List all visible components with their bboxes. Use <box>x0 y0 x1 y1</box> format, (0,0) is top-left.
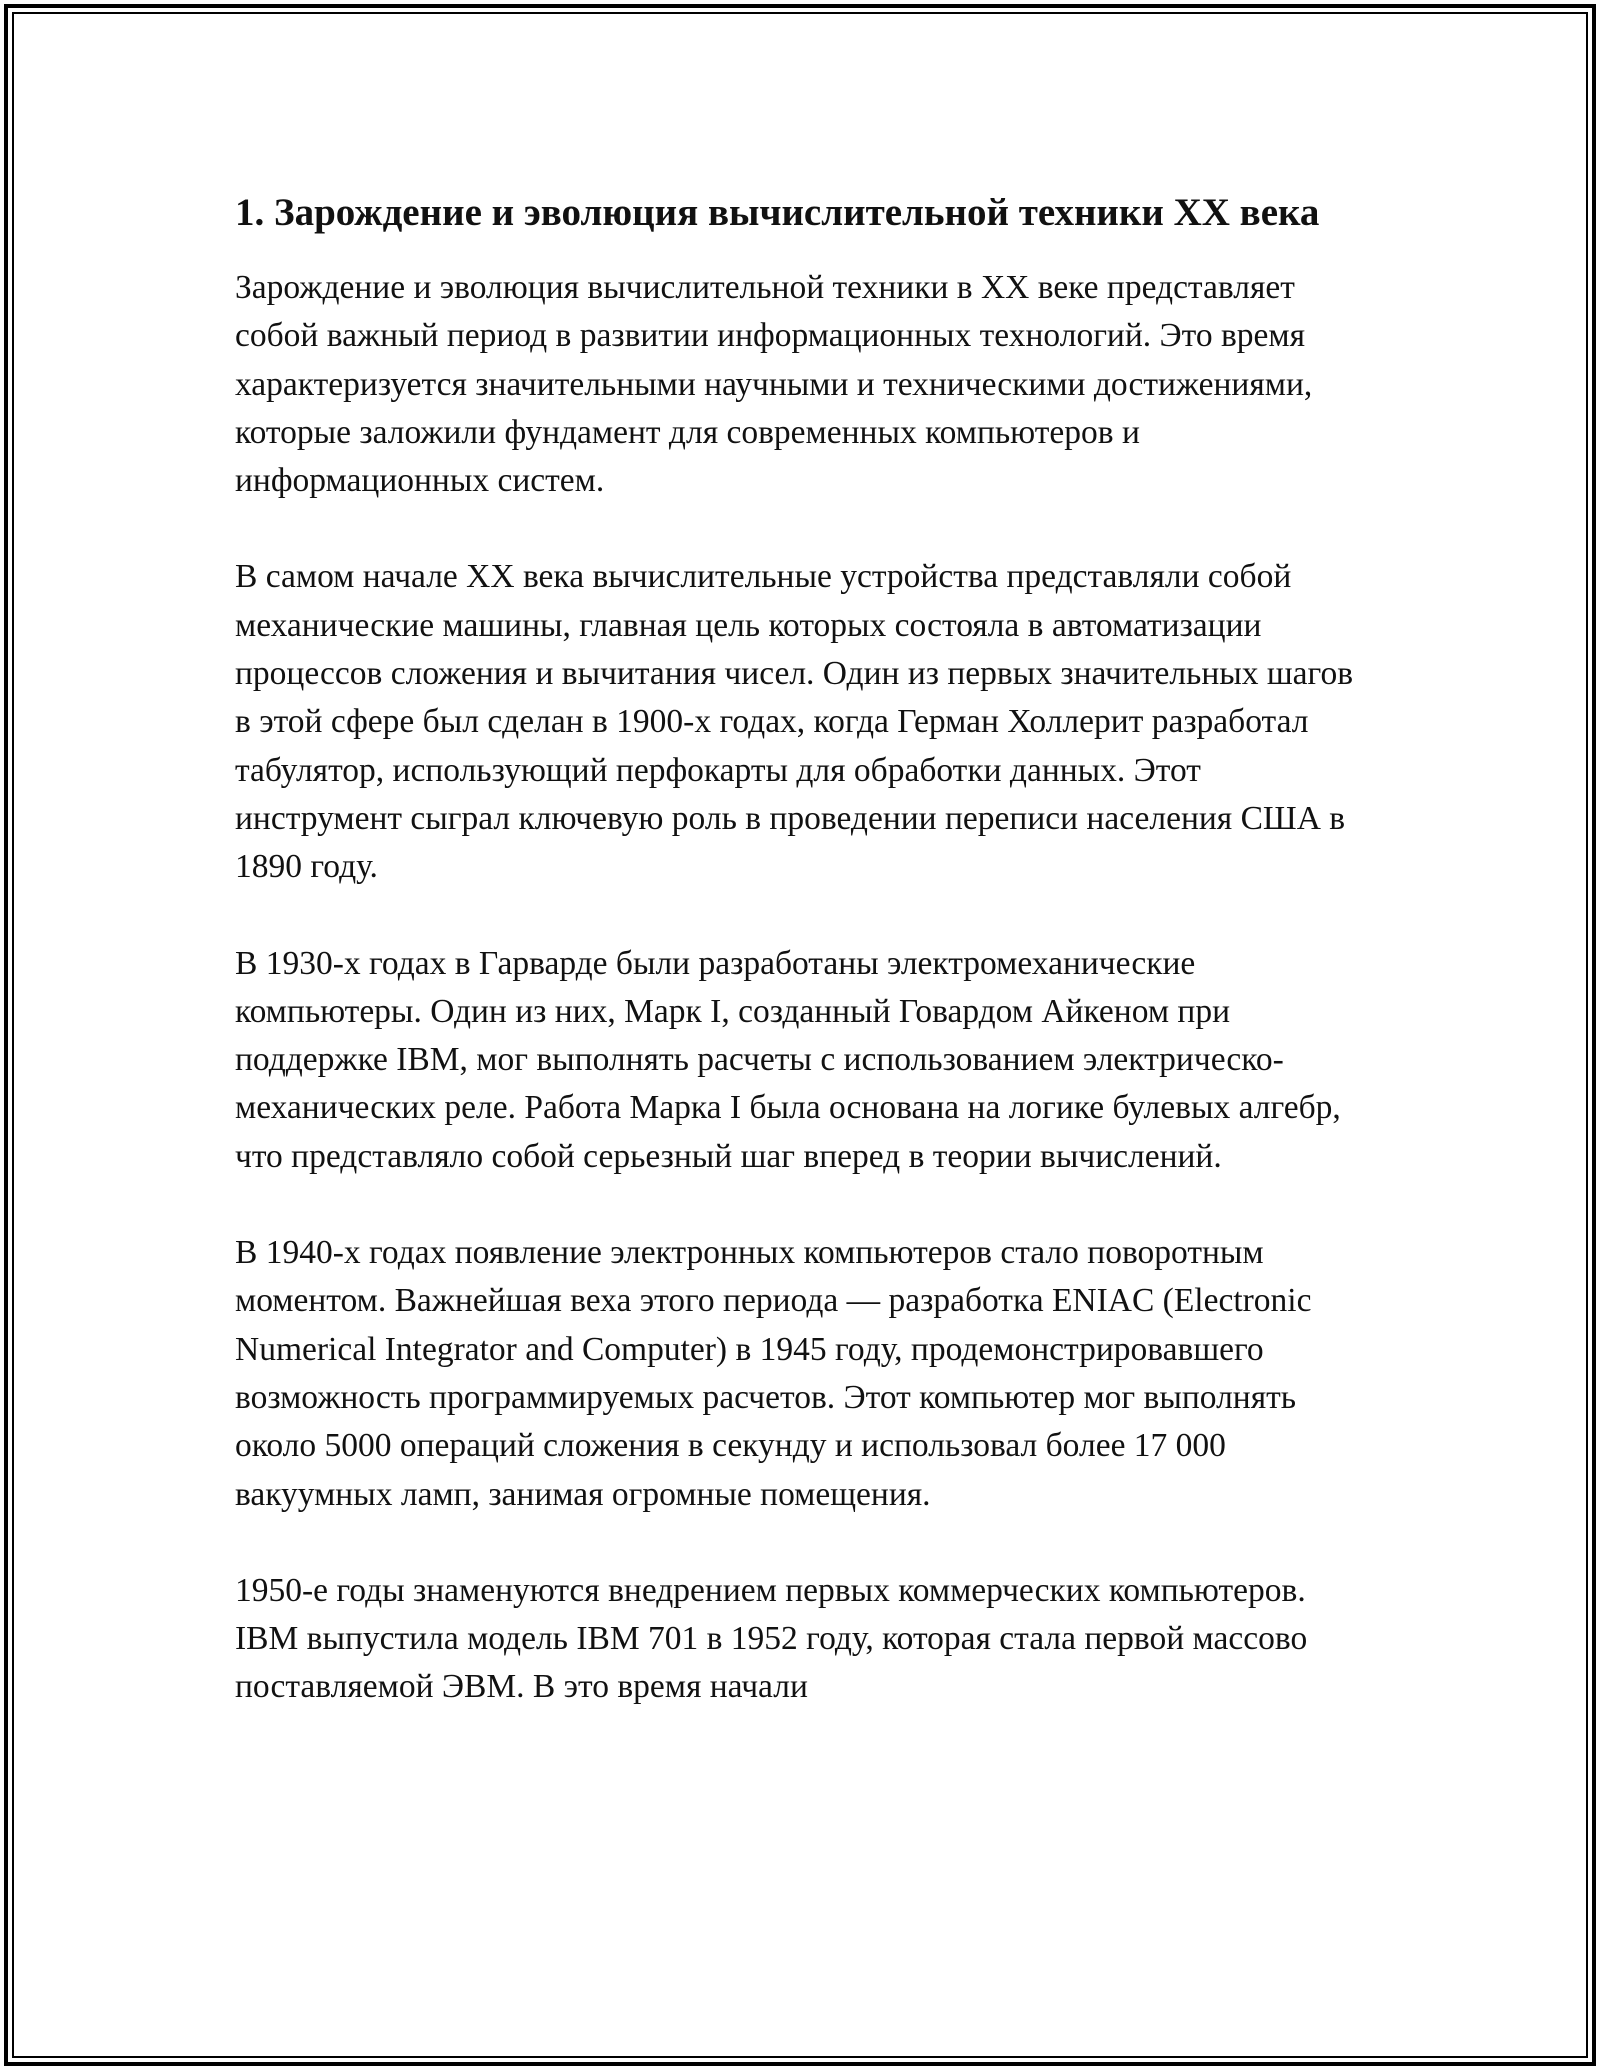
paragraph-intro: Зарождение и эволюция вычислительной техники в XX веке представляет собой важный период в развитии информационных технологий. Это время характеризуется значительными научными и техническими достижениями, которые заложили фундамент для современных компьютеров и информационных систем. <box>235 269 1313 500</box>
paragraph-early-20th-century: В самом начале XX века вычислительные устройства представляли собой механические машины, главная цель которых состояла в автоматизации процессов сложения и вычитания чисел. Один из первых значительных шагов в этой сфере был сделан в 1900-х годах, когда Герман Холлерит разработал табулятор, использующий перфокарты для обработки данных. Этот инструмент сыграл ключевую роль в проведении переписи населения США в 1890 году. <box>235 558 1354 886</box>
document-body <box>235 186 1365 1760</box>
paragraph-1950s: 1950-е годы знаменуются внедрением первых коммерческих компьютеров. IBM выпустила модель IBM 701 в 1952 году, которая стала первой массово поставляемой ЭВМ. В это время начали <box>235 1571 1308 1706</box>
paragraph-1930s: В 1930-х годах в Гарварде были разработаны электромеханические компьютеры. Один из них, Марк I, созданный Говардом Айкеном при поддержке IBM, мог выполнять расчеты с использованием электрическо-механических реле. Работа Марка I была основана на логике булевых алгебр, что представляло собой серьезный шаг вперед в теории вычислений. <box>235 944 1341 1175</box>
paragraph-1940s: В 1940-х годах появление электронных компьютеров стало поворотным моментом. Важнейшая веха этого периода — разработка ENIAC (Electronic Numerical Integrator and Computer) в 1945 году, продемонстрировавшего возможность программируемых расчетов. Этот компьютер мог выполнять около 5000 операций сложения в секунду и использовал более 17 000 вакуумных ламп, занимая огромные помещения. <box>235 1234 1312 1513</box>
section-heading: 1. Зарождение и эволюция вычислительной техники XX века <box>235 191 1320 234</box>
